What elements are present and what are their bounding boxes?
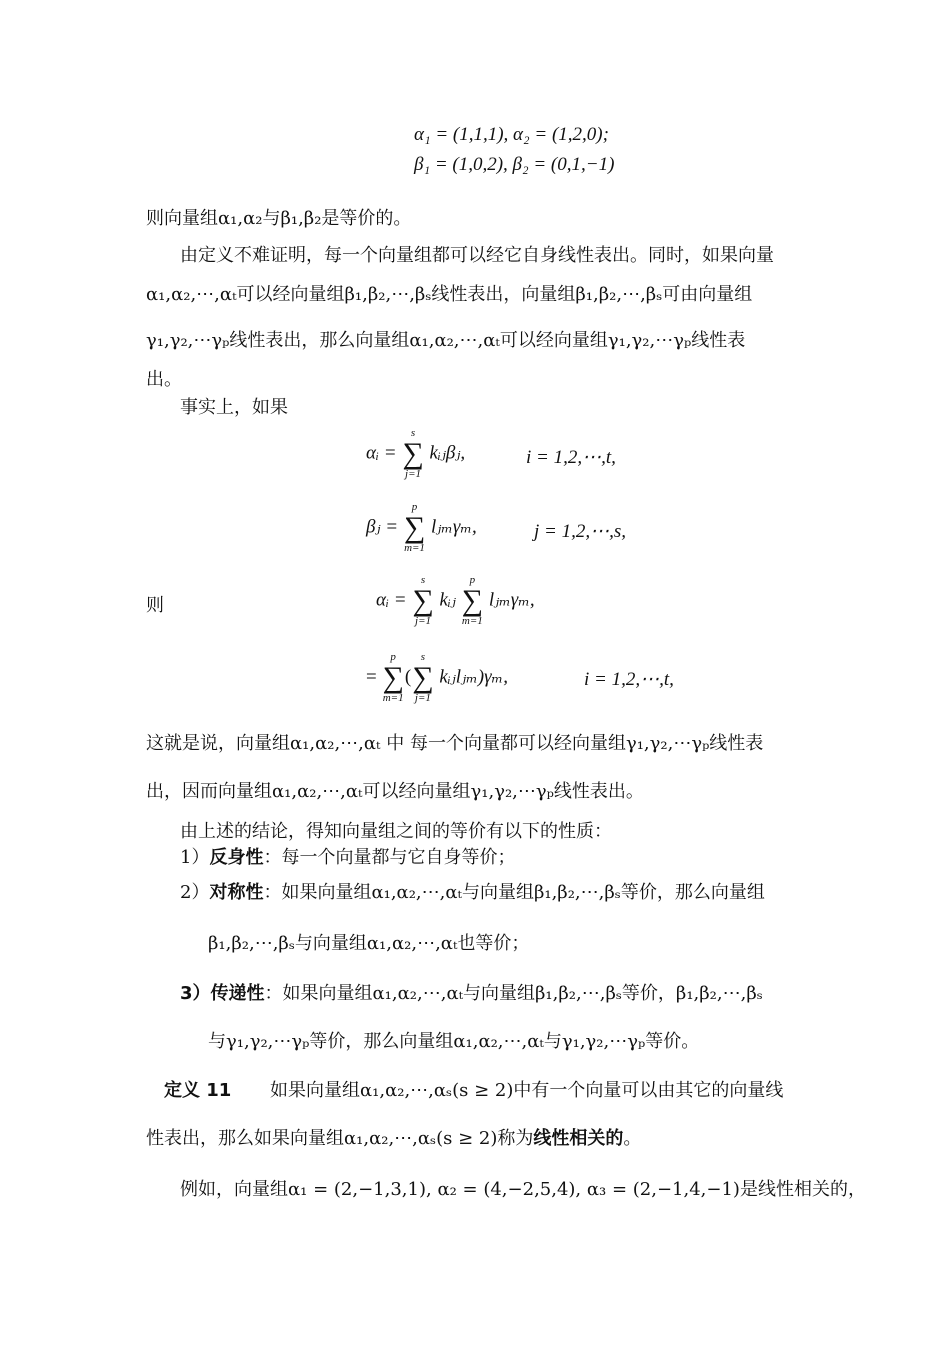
- definition-line-2-text: 性表出，那么如果向量组α₁,α₂,⋯,αₛ(s ≥ 2)称为: [146, 1128, 534, 1149]
- paragraph-2-line-4: 出。: [146, 369, 182, 390]
- eq3-sum1-top: s: [420, 574, 426, 586]
- sigma-symbol: ∑: [402, 437, 424, 470]
- equation-4: [366, 652, 508, 704]
- definition-line-1: 如果向量组α₁,α₂,⋯,αₛ(s ≥ 2)中有一个向量可以由其它的向量线: [270, 1080, 784, 1101]
- eq1-body: kᵢⱼβⱼ,: [429, 442, 466, 464]
- eq2-sum-bottom: m=1: [404, 542, 425, 554]
- eq1-sum-bottom: j=1: [405, 468, 421, 480]
- eq1-sum-top: s: [410, 427, 416, 439]
- eq2-sum: [404, 502, 425, 554]
- paragraph-2-line-1: 由定义不难证明，每一个向量组都可以经它自身线性表出。同时，如果向量: [180, 245, 774, 266]
- definition-term: 线性相关的: [533, 1128, 624, 1149]
- property-3-text: ：如果向量组α₁,α₂,⋯,αₜ与向量组β₁,β₂,⋯,βₛ等价，β₁,β₂,⋯,βₛ: [264, 983, 763, 1004]
- eq1-lhs: αᵢ =: [366, 442, 397, 464]
- eq4-lhs: =: [366, 666, 377, 688]
- eq4-sum2-bottom: j=1: [414, 692, 431, 704]
- definition-label: 定义 11: [164, 1080, 232, 1101]
- eq4-sum1-bottom: m=1: [382, 692, 404, 704]
- definition-line-2-end: 。: [623, 1128, 642, 1149]
- eq3-sum2-top: p: [469, 574, 476, 586]
- property-1-title: 反身性: [209, 847, 264, 868]
- sigma-symbol: ∑: [403, 511, 426, 544]
- eq3-k: kᵢⱼ: [439, 589, 456, 611]
- property-2-title: 对称性: [209, 882, 264, 903]
- paragraph-3: 事实上，如果: [180, 397, 288, 418]
- eq4-condition: i = 1,2,⋯,t,: [584, 669, 674, 690]
- property-3-number: 3）: [180, 983, 211, 1004]
- eq2-condition: j = 1,2,⋯,s,: [534, 521, 626, 542]
- eq2-sum-top: p: [411, 501, 418, 513]
- property-2-line-1: [180, 878, 765, 904]
- eq1-condition: i = 1,2,⋯,t,: [526, 447, 616, 468]
- equation-3: [376, 575, 535, 627]
- then-label: 则: [146, 595, 164, 616]
- paragraph-4-line-1: 这就是说，向量组α₁,α₂,⋯,αₜ 中 每一个向量都可以经向量组γ₁,γ₂,⋯γₚ线性表: [146, 733, 764, 754]
- eq-top-line1: α₁ = (1,1,1), α₂ = (1,2,0);: [414, 124, 609, 145]
- eq1-sum: [402, 428, 423, 480]
- equation-1: [366, 428, 465, 480]
- eq4-open-paren: (: [404, 666, 412, 688]
- eq3-body: lⱼₘγₘ,: [488, 589, 535, 611]
- sigma-symbol: ∑: [412, 661, 434, 694]
- eq4-sum-2: [412, 652, 433, 704]
- example-line: 例如，向量组α₁ = (2,−1,3,1), α₂ = (4,−2,5,4), α₃ = (2,−1,4,−1)是线性相关的，: [180, 1179, 866, 1200]
- eq3-sum-1: [412, 575, 433, 627]
- eq4-body: kᵢⱼlⱼₘ)γₘ,: [439, 666, 508, 688]
- eq3-sum-2: [462, 575, 483, 627]
- property-3-title: 传递性: [210, 983, 265, 1004]
- eq2-lhs: βⱼ =: [366, 516, 399, 538]
- paragraph-4-line-2: 出，因而向量组α₁,α₂,⋯,αₜ可以经向量组γ₁,γ₂,⋯γₚ线性表出。: [146, 781, 644, 802]
- property-2-line-2: β₁,β₂,⋯,βₛ与向量组α₁,α₂,⋯,αₜ也等价；: [208, 933, 530, 954]
- property-2-text: ：如果向量组α₁,α₂,⋯,αₜ与向量组β₁,β₂,⋯,βₛ等价，那么向量组: [263, 882, 765, 903]
- paragraph-2-line-2: α₁,α₂,⋯,αₜ可以经向量组β₁,β₂,⋯,βₛ线性表出，向量组β₁,β₂,⋯,βₛ可由向量组: [146, 284, 753, 305]
- eq4-sum1-top: p: [390, 651, 396, 663]
- sigma-symbol: ∑: [412, 584, 434, 617]
- eq4-sum2-top: s: [420, 651, 426, 663]
- sigma-symbol: ∑: [461, 584, 484, 617]
- eq3-sum2-bottom: m=1: [461, 615, 483, 627]
- properties-intro: 由上述的结论，得知向量组之间的等价有以下的性质：: [180, 821, 612, 842]
- property-1: [180, 843, 515, 869]
- equation-2: [366, 502, 477, 554]
- eq-top-line2: β₁ = (1,0,2), β₂ = (0,1,−1): [414, 154, 615, 175]
- sigma-symbol: ∑: [382, 661, 404, 694]
- property-2-number: 2）: [180, 882, 210, 903]
- eq3-sum1-bottom: j=1: [415, 615, 431, 627]
- eq4-sum-1: [382, 652, 403, 704]
- property-1-text: ：每一个向量都与它自身等价；: [263, 847, 516, 868]
- property-3-line-2: 与γ₁,γ₂,⋯γₚ等价，那么向量组α₁,α₂,⋯,αₜ与γ₁,γ₂,⋯γₚ等价。: [208, 1031, 700, 1052]
- property-1-number: 1）: [180, 847, 210, 868]
- eq3-lhs: αᵢ =: [376, 589, 407, 611]
- paragraph-2-line-3: γ₁,γ₂,⋯γₚ线性表出，那么向量组α₁,α₂,⋯,αₜ可以经向量组γ₁,γ₂,⋯γₚ线性表: [146, 330, 746, 351]
- eq2-body: lⱼₘγₘ,: [430, 516, 477, 538]
- paragraph-1: 则向量组α₁,α₂与β₁,β₂是等价的。: [146, 208, 412, 229]
- definition-line-2: [146, 1124, 641, 1150]
- property-3-line-1: [180, 979, 763, 1005]
